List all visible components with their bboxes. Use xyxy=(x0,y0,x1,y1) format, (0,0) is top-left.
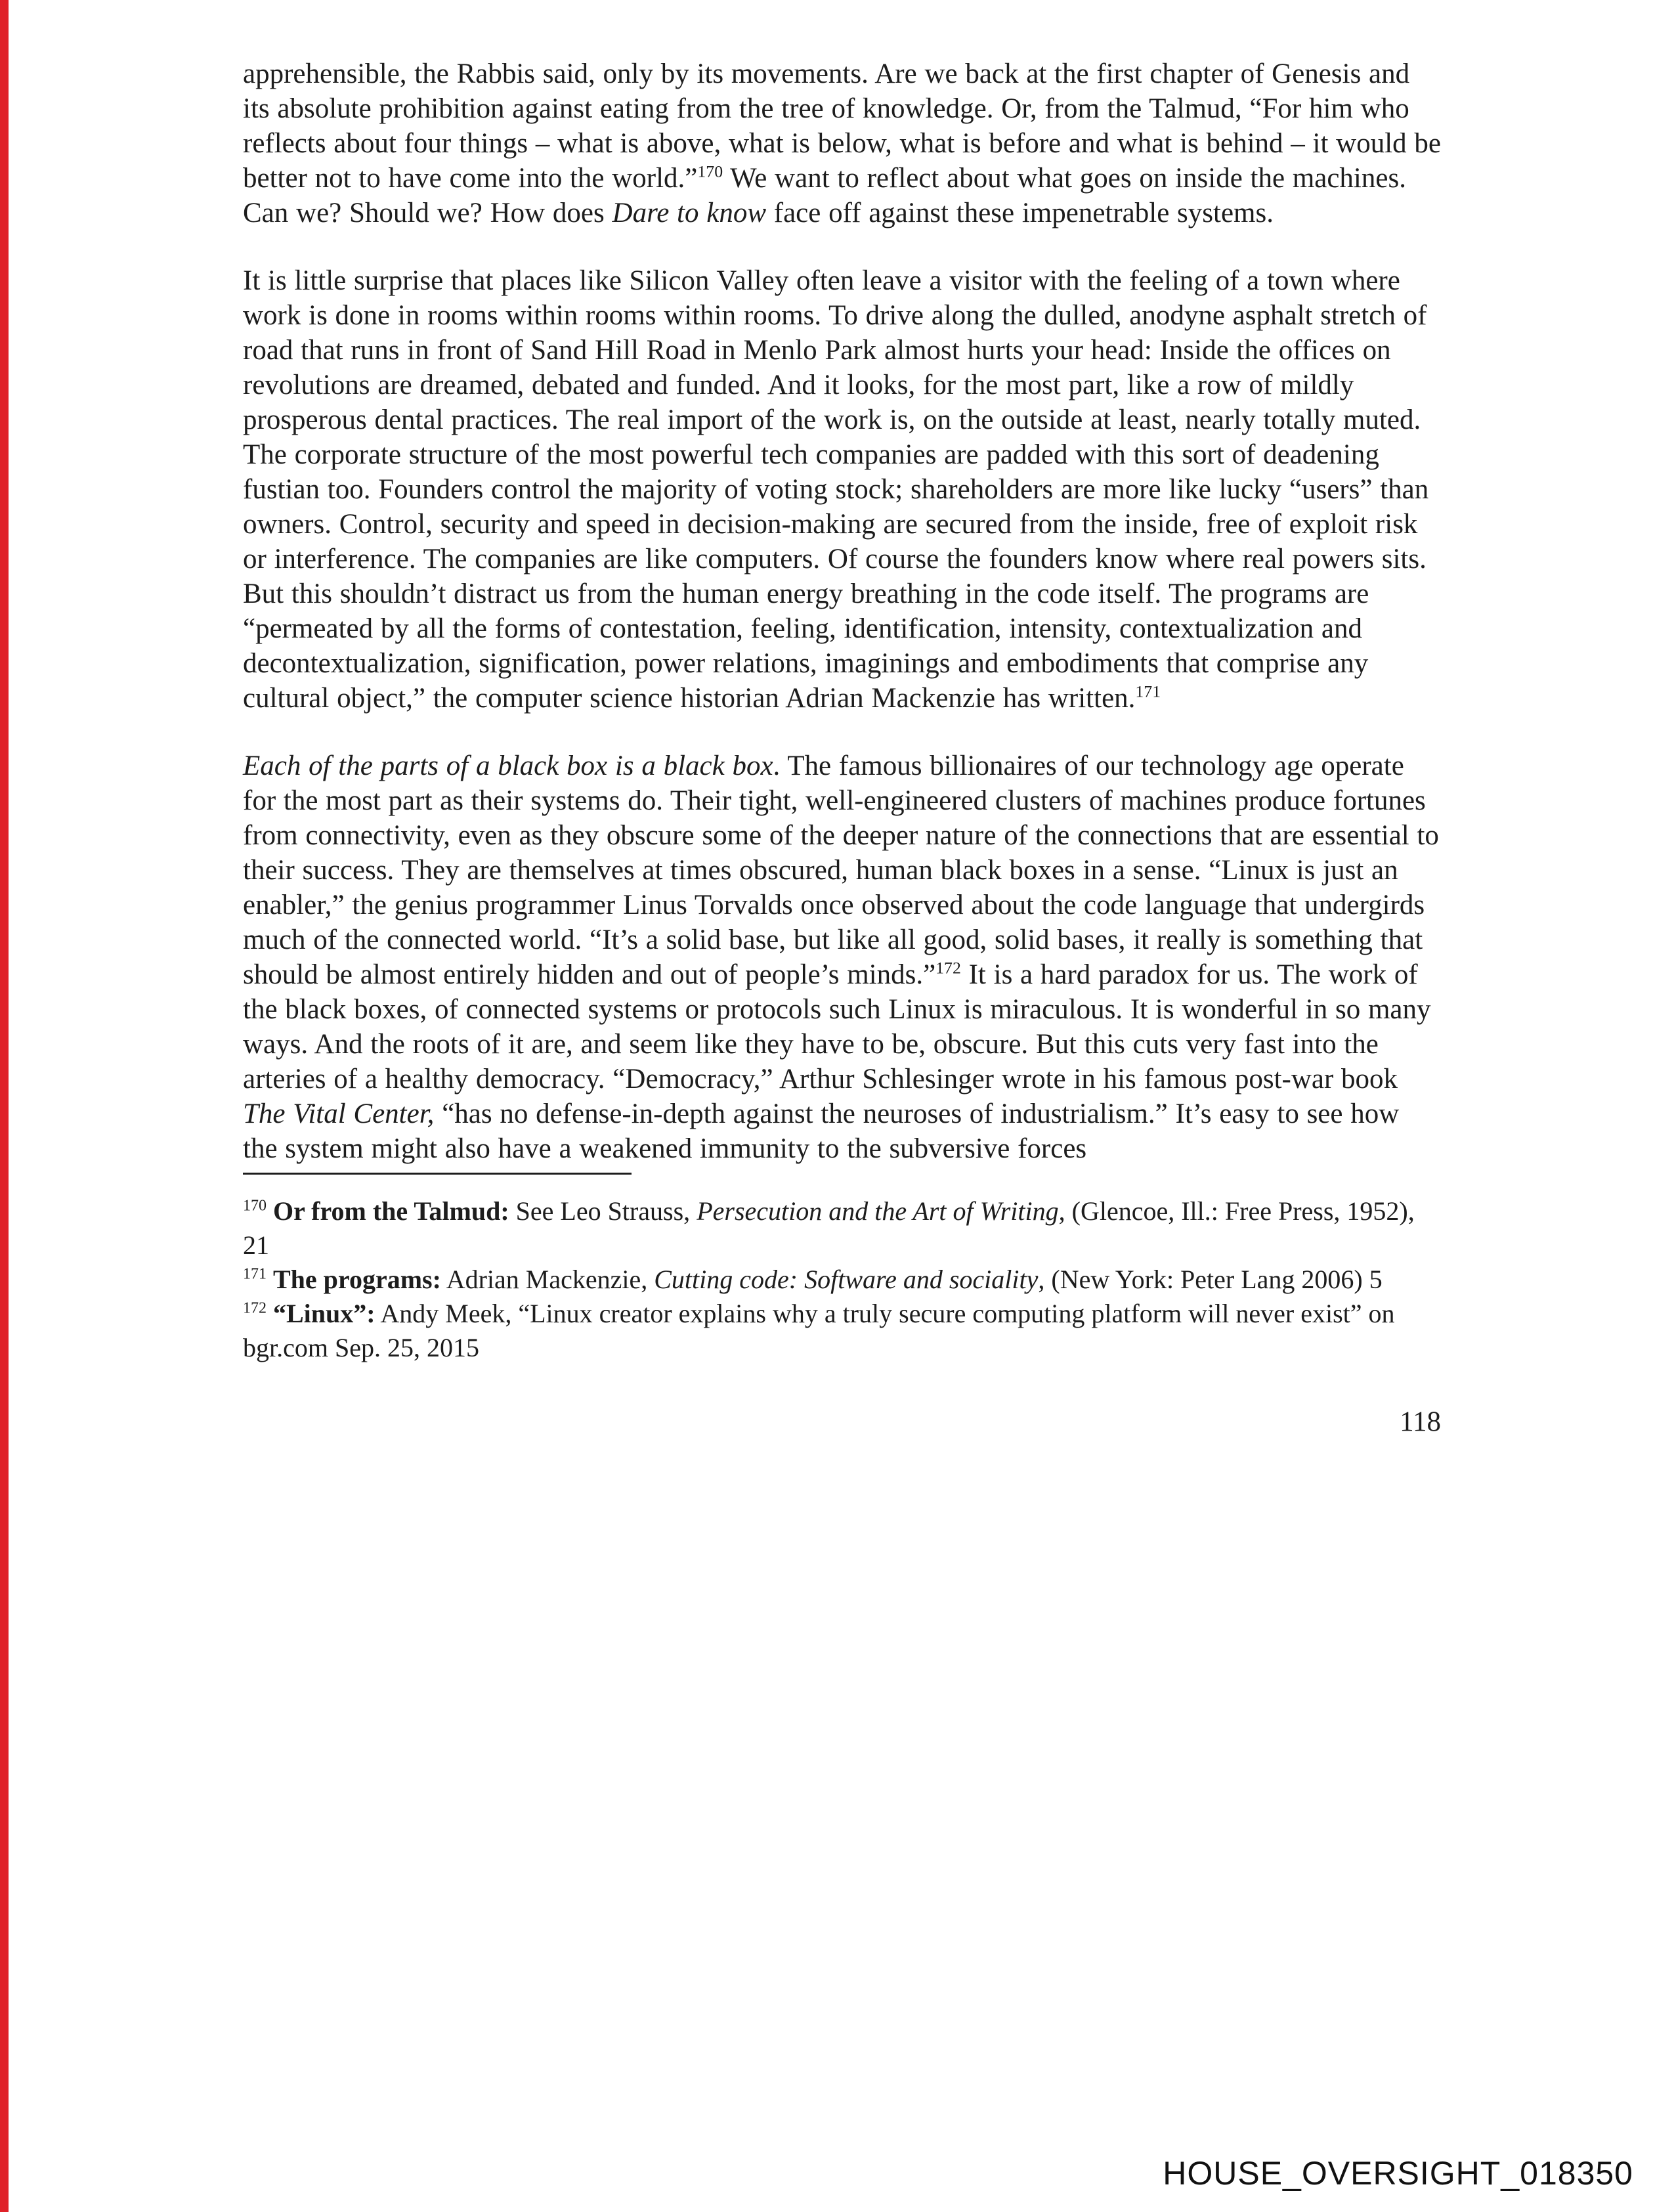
text-run: The programs: xyxy=(273,1265,441,1294)
text-run: It is a hard paradox for us. The work of the black boxes, of connected systems or protocols such Linux is miraculous. It is wonderful in so many ways. And the roots of it are, and seem like they have to be, obscure. But this cuts very fast into the arteries of a healthy democracy. “Democracy,” Arthur Schlesinger wrote in his famous post-war book xyxy=(243,959,1431,1095)
footnote-reference: 170 xyxy=(243,1197,267,1215)
text-run: We want to reflect about what goes on inside the machines. Can we? Should we? How does xyxy=(243,163,1406,228)
text-run xyxy=(267,1299,273,1328)
text-run xyxy=(267,1265,273,1294)
paragraph xyxy=(243,263,1441,716)
text-run: Cutting code: Software and sociality xyxy=(654,1265,1039,1294)
text-run: See Leo Strauss, xyxy=(509,1196,697,1226)
text-run: , (Glencoe, Ill.: Free Press, 1952), 21 xyxy=(243,1196,1415,1260)
footnote-reference: 171 xyxy=(1135,682,1161,701)
text-run: apprehensible, the Rabbis said, only by its movements. Are we back at the first chapter of Genesis and its absolute prohibition against eating from the tree of knowledge. Or, from the Talmud, “For him who reflects about four things – what is above, what is below, what is before and what is behind – it would be better not to have come into the world.” xyxy=(243,58,1442,194)
text-run: , (New York: Peter Lang 2006) 5 xyxy=(1038,1265,1383,1294)
text-run: Andy Meek, “Linux creator explains why a truly secure computing platform will never exist” on bgr.com Sep. 25, 2015 xyxy=(243,1299,1395,1362)
text-run: The Vital Center, xyxy=(243,1098,435,1129)
text-run: “Linux”: xyxy=(273,1299,376,1328)
body-paragraphs xyxy=(243,56,1441,1166)
footnote-reference: 171 xyxy=(243,1265,267,1283)
text-run: Persecution and the Art of Writing xyxy=(697,1196,1059,1226)
paragraph xyxy=(243,56,1441,230)
page-number: 118 xyxy=(1400,1406,1441,1437)
footnote-reference: 170 xyxy=(697,162,723,181)
text-run: Each of the parts of a black box is a black box xyxy=(243,750,773,781)
text-run: Or from the Talmud: xyxy=(273,1196,509,1226)
left-edge-highlight-bar xyxy=(0,0,9,2212)
text-run: Adrian Mackenzie, xyxy=(440,1265,655,1294)
footnote-reference: 172 xyxy=(243,1299,267,1317)
page-content xyxy=(243,56,1441,1438)
footnote xyxy=(243,1194,1441,1263)
text-run: “has no defense-in-depth against the neuroses of industrialism.” It’s easy to see how the system might also have a weakened immunity to the subversive forces xyxy=(243,1098,1400,1164)
footnotes xyxy=(243,1194,1441,1365)
text-run: It is little surprise that places like Silicon Valley often leave a visitor with the feeling of a town where work is done in rooms within rooms within rooms. To drive along the dulled, anodyne asphalt stretch of road that runs in front of Sand Hill Road in Menlo Park almost hurts your head: Inside the offices on revolutions are dreamed, debated and funded. And it looks, for the most part, like a row of mildly prosperous dental practices. The real import of the work is, on the outside at least, nearly totally muted. The corporate structure of the most powerful tech companies are padded with this sort of deadening fustian too. Founders control the majority of voting stock; shareholders are more like lucky “users” than owners. Control, security and speed in decision-making are secured from the inside, free of exploit risk or interference. The companies are like computers. Of course the founders know where real powers sits. But this shouldn’t distract us from the human energy breathing in the code itself. The programs are “permeated by all the forms of contestation, feeling, identification, intensity, contextualization and decontextualization, signification, power relations, imaginings and embodiments that comprise any cultural object,” the computer science historian Adrian Mackenzie has written. xyxy=(243,265,1429,714)
text-run: Dare to know xyxy=(612,198,767,228)
text-run: face off against these impenetrable systems. xyxy=(766,198,1274,228)
footnote-reference: 172 xyxy=(935,958,961,978)
paragraph xyxy=(243,748,1441,1166)
footnote xyxy=(243,1297,1441,1365)
footnote-separator xyxy=(243,1173,632,1175)
bates-stamp: HOUSE_OVERSIGHT_018350 xyxy=(1163,2155,1633,2192)
footnote xyxy=(243,1263,1441,1297)
text-run xyxy=(267,1196,273,1226)
text-run: . The famous billionaires of our technology age operate for the most part as their systems do. Their tight, well-engineered clusters of machines produce fortunes from connectivity, even as they obscure some of the deeper nature of the connections that are essential to their success. They are themselves at times obscured, human black boxes in a sense. “Linux is just an enabler,” the genius programmer Linus Torvalds once observed about the code language that undergirds much of the connected world. “It’s a solid base, but like all good, solid bases, it really is something that should be almost entirely hidden and out of people’s minds.” xyxy=(243,750,1439,990)
